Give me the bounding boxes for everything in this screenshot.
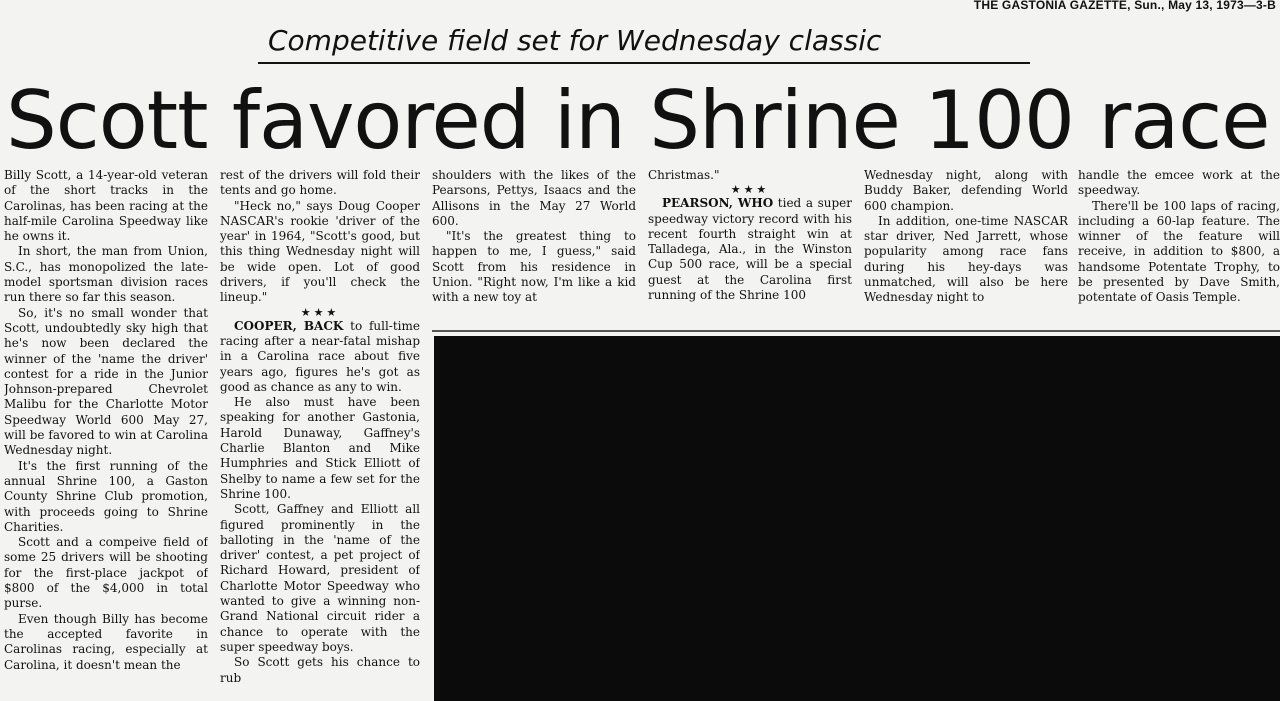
photo-placeholder [434,336,1280,701]
paragraph: "It's the greatest thing to happen to me, I guess," said Scott from his residence in Union. "Right now, I'm like a kid with a new toy at [432,229,636,305]
article-column-6 [1078,168,1280,328]
paragraph [220,319,420,395]
paragraph: Billy Scott, a 14-year-old veteran of the short tracks in the Carolinas, has been racing at the half-mile Carolina Speedway like he owns it. [4,168,208,244]
photo-top-rule [432,330,1280,332]
section-stars: ★★★ [300,305,340,319]
masthead: THE GASTONIA GAZETTE, Sun., May 13, 1973—3-B [973,0,1276,12]
paragraph: shoulders with the likes of the Pearsons, Pettys, Isaacs and the Allisons in the May 27 World 600. [432,168,636,228]
article-column-3 [432,168,636,328]
paragraph: Christmas." [648,168,720,182]
main-headline: Scott favored in Shrine 100 race [6,78,1270,164]
paragraph: Scott and a compeive field of some 25 drivers will be shooting for the first-place jackpot of $800 of the $4,000 in total purse. [4,535,208,611]
paragraph: In addition, one-time NASCAR star driver, Ned Jarrett, whose popularity among race fans during his hey-days was unmatched, will also be here Wednesday night to [864,213,1068,305]
paragraph: handle the emcee work at the speedway. [1078,168,1280,198]
run-in-caps: COOPER, BACK [234,318,344,333]
paragraph: There'll be 100 laps of racing, including a 60-lap feature. The winner of the feature will receive, in addition to $800, a handsome Potentate Trophy, to be presented by Dave Smith, potentate of Oasis Temple. [1078,198,1280,305]
paragraph: "Heck no," says Doug Cooper NASCAR's rookie 'driver of the year' in 1964, "Scott's good, but this thing Wednesday night will be wide open. Lot of good drivers, if you'll check the lineup." [220,198,420,305]
article-column-1 [4,168,208,701]
paragraph: rest of the drivers will fold their tents and go home. [220,168,420,198]
paragraph: In short, the man from Union, S.C., has monopolized the late-model sportsman division races run there so far this season. [4,244,208,305]
kicker-headline: Competitive field set for Wednesday classic [268,24,882,57]
paragraph-text: tied a super speedway victory record with his recent fourth straight win at Talladega, Ala., in the Winston Cup 500 race, will be a special guest at the Carolina first running of the Shrine 100 [648,196,852,303]
paragraph: He also must have been speaking for another Gastonia, Harold Dunaway, Gaffney's Charlie Blanton and Mike Humphries and Stick Elliott of Shelby to name a few set for the Shrine 100. [220,395,420,501]
kicker-rule [258,62,1030,64]
paragraph [648,196,852,303]
paragraph: It's the first running of the annual Shrine 100, a Gaston County Shrine Club promotion, with proceeds going to Shrine Charities. [4,458,208,534]
article-column-4 [648,168,852,328]
paragraph: So, it's no small wonder that Scott, undoubtedly sky high that he's now been declared the winner of the 'name the driver' contest for a ride in the Junior Johnson-prepared Chevrolet Malibu for the Charlotte Motor Speedway World 600 May 27, will be favored to win at Carolina Wednesday night. [4,305,208,458]
article-column-2 [220,168,420,701]
article-column-5 [864,168,1068,328]
paragraph: So Scott gets his chance to rub [220,655,420,685]
paragraph: Wednesday night, along with Buddy Baker, defending World 600 champion. [864,168,1068,213]
paragraph-text: to full-time racing after a near-fatal mishap in a Carolina race about five years ago, figures he's got as good as chance as any to win. [220,318,420,394]
section-stars: ★★★ [730,183,770,197]
run-in-caps: PEARSON, WHO [662,196,774,211]
paragraph: Even though Billy has become the accepted favorite in Carolinas racing, especially at Carolina, it doesn't mean the [4,611,208,672]
paragraph: Scott, Gaffney and Elliott all figured prominently in the balloting in the 'name of the driver' contest, a pet project of Richard Howard, president of Charlotte Motor Speedway who wanted to give a winning non-Grand National circuit rider a chance to operate with the super speedway boys. [220,502,420,654]
